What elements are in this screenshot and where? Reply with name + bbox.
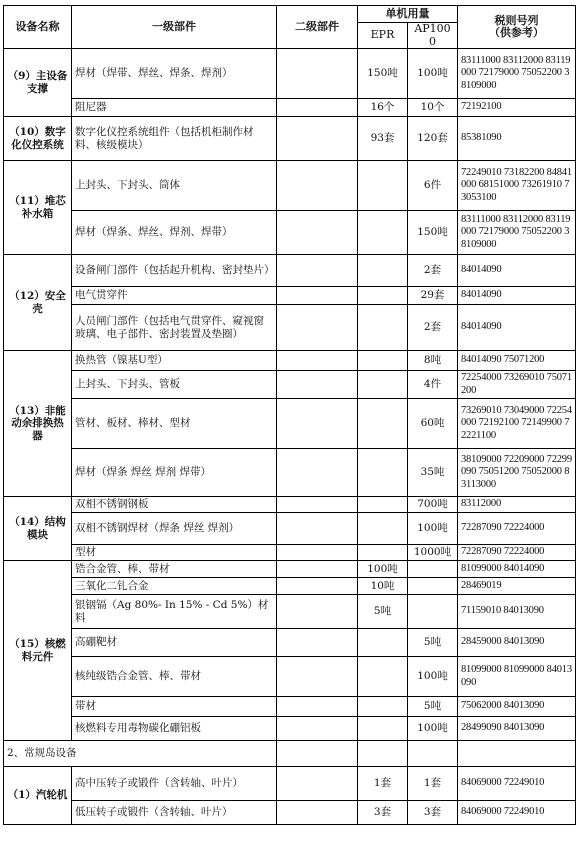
level2-cell xyxy=(277,801,358,825)
level2-cell xyxy=(277,99,358,117)
category-name: （1）汽轮机 xyxy=(4,767,72,825)
table-row xyxy=(4,578,576,595)
epr-cell: 10吨 xyxy=(358,578,408,595)
part-cell: 阻尼器 xyxy=(72,99,277,117)
tax-cell: 28469019 xyxy=(458,578,576,595)
table-row xyxy=(4,545,576,561)
ap1000-cell: 10个 xyxy=(408,99,458,117)
ap1000-cell: 150吨 xyxy=(408,211,458,255)
level2-cell xyxy=(277,399,358,449)
section-title: 2、常规岛设备 xyxy=(4,741,277,767)
part-cell: 数字化仪控系统组件（包括机柜制作材料、核级模块） xyxy=(72,117,277,161)
ap1000-cell: 100吨 xyxy=(408,717,458,741)
table-row xyxy=(4,255,576,287)
epr-cell xyxy=(358,399,408,449)
table-row xyxy=(4,211,576,255)
header-usage: 单机用量 xyxy=(358,6,458,23)
part-cell: 双相不锈钢钢板 xyxy=(72,497,277,513)
category-name: （12）安全壳 xyxy=(4,255,72,351)
part-cell: 焊材（焊条、焊丝、焊剂、焊带） xyxy=(72,211,277,255)
epr-cell xyxy=(358,305,408,351)
category-name: （9）主设备支撑 xyxy=(4,49,72,117)
part-cell: 三氧化二钆合金 xyxy=(72,578,277,595)
epr-cell xyxy=(358,717,408,741)
epr-cell xyxy=(358,161,408,211)
part-cell: 设备闸门部件（包括起升机构、密封垫片） xyxy=(72,255,277,287)
ap1000-cell: 700吨 xyxy=(408,497,458,513)
table-row xyxy=(4,697,576,717)
tax-cell: 83111000 83112000 83119000 72179000 75052200 38109000 xyxy=(458,49,576,99)
level2-cell xyxy=(277,595,358,629)
level2-cell xyxy=(277,211,358,255)
header-level1: 一级部件 xyxy=(72,6,277,49)
level2-cell xyxy=(277,561,358,578)
ap1000-cell: 100吨 xyxy=(408,513,458,545)
ap1000-cell: 35吨 xyxy=(408,449,458,497)
part-cell: 人员闸门部件（包括电气贯穿件、窥视窗玻璃、电子部件、密封装置及垫圈） xyxy=(72,305,277,351)
tax-cell: 83111000 83112000 83119000 72179000 75052200 38109000 xyxy=(458,211,576,255)
epr-cell xyxy=(358,211,408,255)
tax-cell: 84069000 72249010 xyxy=(458,767,576,801)
tax-cell: 72287090 72224000 xyxy=(458,513,576,545)
ap1000-cell: 5吨 xyxy=(408,697,458,717)
ap1000-cell: 8吨 xyxy=(408,351,458,371)
table-row xyxy=(4,49,576,99)
ap1000-cell: 120套 xyxy=(408,117,458,161)
level2-cell xyxy=(277,371,358,399)
epr-cell xyxy=(358,255,408,287)
epr-cell: 5吨 xyxy=(358,595,408,629)
tax-cell: 83112000 xyxy=(458,497,576,513)
tax-cell: 84014090 75071200 xyxy=(458,351,576,371)
table-row xyxy=(4,305,576,351)
epr-cell xyxy=(358,629,408,657)
part-cell: 型材 xyxy=(72,545,277,561)
tax-cell: 84069000 72249010 xyxy=(458,801,576,825)
tax-cell: 84014090 xyxy=(458,255,576,287)
part-cell: 换热管（镍基U型） xyxy=(72,351,277,371)
category-name: （15）核燃料元件 xyxy=(4,561,72,741)
level2-cell xyxy=(277,497,358,513)
level2-cell xyxy=(277,255,358,287)
header-tax-line1: 税则号列 xyxy=(494,13,539,27)
part-cell: 双相不锈钢焊材（焊条 焊丝 焊剂） xyxy=(72,513,277,545)
level2-cell xyxy=(277,629,358,657)
category-name: （14）结构模块 xyxy=(4,497,72,561)
table-row xyxy=(4,399,576,449)
part-cell: 带材 xyxy=(72,697,277,717)
header-row xyxy=(4,6,576,23)
ap1000-cell: 2套 xyxy=(408,305,458,351)
epr-cell: 150吨 xyxy=(358,49,408,99)
part-cell: 银铟镉（Ag 80%- In 15% - Cd 5%）材料 xyxy=(72,595,277,629)
ap1000-cell: 100吨 xyxy=(408,657,458,697)
part-cell: 焊材（焊带、焊丝、焊条、焊剂） xyxy=(72,49,277,99)
level2-cell xyxy=(277,697,358,717)
ap1000-cell xyxy=(408,741,458,767)
header-level2: 二级部件 xyxy=(277,6,358,49)
header-tax xyxy=(458,6,576,49)
tax-cell: 28499090 84013090 xyxy=(458,717,576,741)
category-name: （13）非能动余排换热器 xyxy=(4,351,72,497)
tax-cell: 75062000 84013090 xyxy=(458,697,576,717)
ap1000-cell: 5吨 xyxy=(408,629,458,657)
ap1000-cell: 3套 xyxy=(408,801,458,825)
ap1000-cell: 6件 xyxy=(408,161,458,211)
epr-cell xyxy=(358,513,408,545)
section-row xyxy=(4,741,576,767)
tax-cell: 72287090 72224000 xyxy=(458,545,576,561)
table-row xyxy=(4,717,576,741)
tax-cell: 84014090 xyxy=(458,287,576,305)
tax-cell: 84014090 xyxy=(458,305,576,351)
tax-cell: 72249010 73182200 84841000 68151000 73261910 73053100 xyxy=(458,161,576,211)
level2-cell xyxy=(277,49,358,99)
epr-cell xyxy=(358,497,408,513)
level2-cell xyxy=(277,657,358,697)
epr-cell: 100吨 xyxy=(358,561,408,578)
epr-cell xyxy=(358,371,408,399)
table-row xyxy=(4,117,576,161)
level2-cell xyxy=(277,717,358,741)
level2-cell xyxy=(277,449,358,497)
part-cell: 核燃料专用毒物碳化硼铝板 xyxy=(72,717,277,741)
category-name: （10）数字化仪控系统 xyxy=(4,117,72,161)
part-cell: 低压转子或锻件（含转轴、叶片） xyxy=(72,801,277,825)
category-name: （11）堆芯补水箱 xyxy=(4,161,72,255)
level2-cell xyxy=(277,513,358,545)
part-cell: 上封头、下封头、管板 xyxy=(72,371,277,399)
epr-cell: 93套 xyxy=(358,117,408,161)
part-cell: 锆合金管、棒、带材 xyxy=(72,561,277,578)
table-row xyxy=(4,657,576,697)
part-cell: 核纯级锆合金管、棒、带材 xyxy=(72,657,277,697)
level2-cell xyxy=(277,287,358,305)
table-row xyxy=(4,595,576,629)
epr-cell: 1套 xyxy=(358,767,408,801)
ap1000-cell: 4件 xyxy=(408,371,458,399)
header-epr: EPR xyxy=(358,23,408,49)
table-row xyxy=(4,801,576,825)
table-row xyxy=(4,513,576,545)
epr-cell xyxy=(358,449,408,497)
level2-cell xyxy=(277,117,358,161)
level2-cell xyxy=(277,741,358,767)
epr-cell xyxy=(358,657,408,697)
part-cell: 焊材（焊条 焊丝 焊剂 焊带） xyxy=(72,449,277,497)
ap1000-cell xyxy=(408,578,458,595)
table-row xyxy=(4,629,576,657)
tax-cell xyxy=(458,741,576,767)
ap1000-cell: 1套 xyxy=(408,767,458,801)
level2-cell xyxy=(277,767,358,801)
table-row xyxy=(4,561,576,578)
table-row xyxy=(4,161,576,211)
ap1000-cell xyxy=(408,561,458,578)
part-cell: 高中压转子或锻件（含转轴、叶片） xyxy=(72,767,277,801)
tax-cell: 73269010 73049000 72254000 72192100 72149900 72221100 xyxy=(458,399,576,449)
epr-cell xyxy=(358,287,408,305)
header-tax-line2: （供参考） xyxy=(489,26,544,39)
table-row xyxy=(4,449,576,497)
part-cell: 电气贯穿件 xyxy=(72,287,277,305)
epr-cell xyxy=(358,351,408,371)
tax-cell: 28459000 84013090 xyxy=(458,629,576,657)
part-cell: 管材、板材、棒材、型材 xyxy=(72,399,277,449)
ap1000-cell: 60吨 xyxy=(408,399,458,449)
epr-cell xyxy=(358,697,408,717)
equipment-table xyxy=(3,5,576,825)
tax-cell: 72192100 xyxy=(458,99,576,117)
header-name: 设备名称 xyxy=(4,6,72,49)
ap1000-cell: 29套 xyxy=(408,287,458,305)
epr-cell xyxy=(358,741,408,767)
epr-cell xyxy=(358,545,408,561)
tax-cell: 71159010 84013090 xyxy=(458,595,576,629)
tax-cell: 85381090 xyxy=(458,117,576,161)
epr-cell: 3套 xyxy=(358,801,408,825)
part-cell: 高硼靶材 xyxy=(72,629,277,657)
ap1000-cell: 1000吨 xyxy=(408,545,458,561)
level2-cell xyxy=(277,545,358,561)
level2-cell xyxy=(277,351,358,371)
header-ap1000: AP1000 xyxy=(408,23,458,49)
table-row xyxy=(4,371,576,399)
ap1000-cell xyxy=(408,595,458,629)
table-row xyxy=(4,497,576,513)
level2-cell xyxy=(277,305,358,351)
table-row xyxy=(4,351,576,371)
part-cell: 上封头、下封头、筒体 xyxy=(72,161,277,211)
tax-cell: 81099000 81099000 84013090 xyxy=(458,657,576,697)
tax-cell: 72254000 73269010 75071200 xyxy=(458,371,576,399)
epr-cell: 16个 xyxy=(358,99,408,117)
level2-cell xyxy=(277,578,358,595)
table-row xyxy=(4,287,576,305)
ap1000-cell: 2套 xyxy=(408,255,458,287)
level2-cell xyxy=(277,161,358,211)
table-row xyxy=(4,99,576,117)
tax-cell: 38109000 72209000 72299090 75051200 75052000 83113000 xyxy=(458,449,576,497)
ap1000-cell: 100吨 xyxy=(408,49,458,99)
table-row xyxy=(4,767,576,801)
tax-cell: 81099000 84014090 xyxy=(458,561,576,578)
